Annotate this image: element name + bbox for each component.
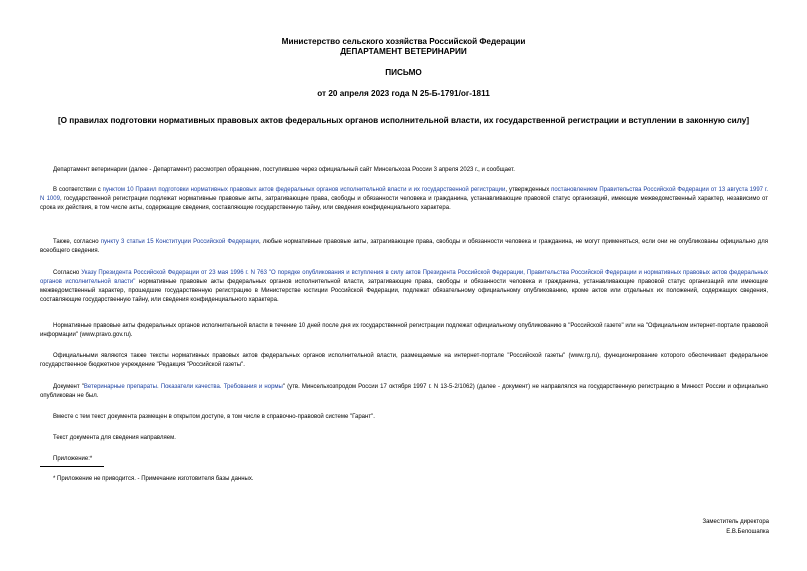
paragraph-7 (40, 383, 768, 401)
veterinary-drugs-document-link[interactable]: Ветеринарные препараты. Показатели качества. Требования и нормы (83, 384, 283, 390)
paragraph-3-text-a: Также, согласно (53, 239, 101, 245)
paragraph-2-text-b: , утвержденных (505, 187, 552, 193)
footnote-text: * Приложение не приводится. - Примечание изготовителя базы данных. (53, 476, 254, 482)
signatory-position: Заместитель директора (702, 519, 769, 525)
footnote-divider (40, 466, 104, 467)
presidential-decree-763-link[interactable]: Указу Президента Российской Федерации от 23 мая 1996 г. N 763 "О порядке опубликования и вступления в силу актов Президента Российской Федерации, Правительства Российской Федерации и нормативных правовых актов федеральных органов исполнительной власти" (40, 270, 768, 286)
paragraph-3-text-b: , любые нормативные правовые акты, затрагивающие права, свободы и обязанности человека и гражданина, не могут применяться, если они не опубликованы официально для всеобщего сведения. (40, 239, 768, 255)
document-date-number: от 20 апреля 2023 года N 25-Б-1791/ог-1811 (317, 89, 490, 98)
signatory-name: Е.В.Белошапка (726, 529, 769, 535)
rules-point-10-link[interactable]: пунктом 10 Правил подготовки нормативных правовых актов федеральных органов исполнительной власти и их государственной регистрации (102, 187, 506, 193)
ministry-name: Министерство сельского хозяйства Российской Федерации (281, 37, 526, 46)
appendix-note-text: Приложение:* (53, 456, 93, 462)
paragraph-5-text: Нормативные правовые акты федеральных органов исполнительной власти в течение 10 дней после дня их государственной регистрации подлежат официальному опубликованию в "Российской газете" или на "Официальном интернет-портале правовой информации" (www.pravo.gov.ru). (40, 323, 768, 339)
paragraph-4 (40, 269, 768, 305)
paragraph-4-text-a: Согласно (53, 270, 82, 276)
document-title: [О правилах подготовки нормативных правовых актов федеральных органов исполнительной власти, их государственной регистрации и вступлении в законную силу] (57, 116, 750, 125)
paragraph-6 (40, 352, 768, 370)
paragraph-8-text: Вместе с тем текст документа размещен в открытом доступе, в том числе в справочно-правовой системе "Гарант". (53, 414, 375, 420)
footnote (40, 475, 768, 484)
paragraph-2-text-a: В соответствии с (53, 187, 103, 193)
document-type: ПИСЬМО (385, 68, 422, 77)
paragraph-1 (40, 166, 768, 175)
paragraph-8 (40, 413, 768, 422)
paragraph-5 (40, 322, 768, 340)
paragraph-7-text-a: Документ " (53, 384, 84, 390)
paragraph-2-text-c: , государственной регистрации подлежат нормативные правовые акты, затрагивающие права, свободы и обязанности человека и гражданина, устанавливающие правовой статус организаций, имеющие межведомственный характер, независимо от срока их действия, в том числе акты, содержащие сведения, составляющие государственную тайну, или сведения конфиденциального характера. (40, 196, 768, 212)
government-decree-1009-link[interactable]: постановлением Правительства Российской Федерации от 13 августа 1997 г. N 1009 (40, 187, 769, 203)
paragraph-7-text-b: " (утв. Минсельхозпродом России 17 октября 1997 г. N 13-5-2/1062) (далее - документ) не направлялся на государственную регистрацию в Минюст России и официально опубликован не был. (40, 384, 768, 400)
constitution-article-15-link[interactable]: пункту 3 статьи 15 Конституции Российской Федерации (100, 239, 259, 245)
paragraph-6-text: Официальными являются также тексты нормативных правовых актов федеральных органов исполнительной власти, размещаемые на интернет-портале "Российской газеты" (www.rg.ru), функционирование которого обеспечивает федеральное государственное бюджетное учреждение "Редакция "Российской газеты". (40, 353, 768, 369)
paragraph-2 (40, 186, 768, 213)
department-name: ДЕПАРТАМЕНТ ВЕТЕРИНАРИИ (340, 47, 467, 56)
paragraph-9 (40, 434, 768, 443)
paragraph-1-text: Департамент ветеринарии (далее - Департамент) рассмотрел обращение, поступившее через официальный сайт Минсельхоза России 3 апреля 2023 г., и сообщает. (53, 167, 515, 173)
paragraph-4-text-b: нормативные правовые акты федеральных органов исполнительной власти, затрагивающие права, свободы и обязанности человека и гражданина, устанавливающие правовой статус организаций или имеющие межведомственный характер, прошедшие государственную регистрацию в Министерстве юстиции Российской Федерации, подлежат обязательному официальному опубликованию, кроме актов или отдельных их положений, содержащих сведения, составляющие государственную тайну, или сведения конфиденциального характера. (40, 279, 768, 304)
paragraph-3 (40, 238, 768, 256)
paragraph-9-text: Текст документа для сведения направляем. (53, 435, 176, 441)
appendix-note (40, 455, 768, 464)
